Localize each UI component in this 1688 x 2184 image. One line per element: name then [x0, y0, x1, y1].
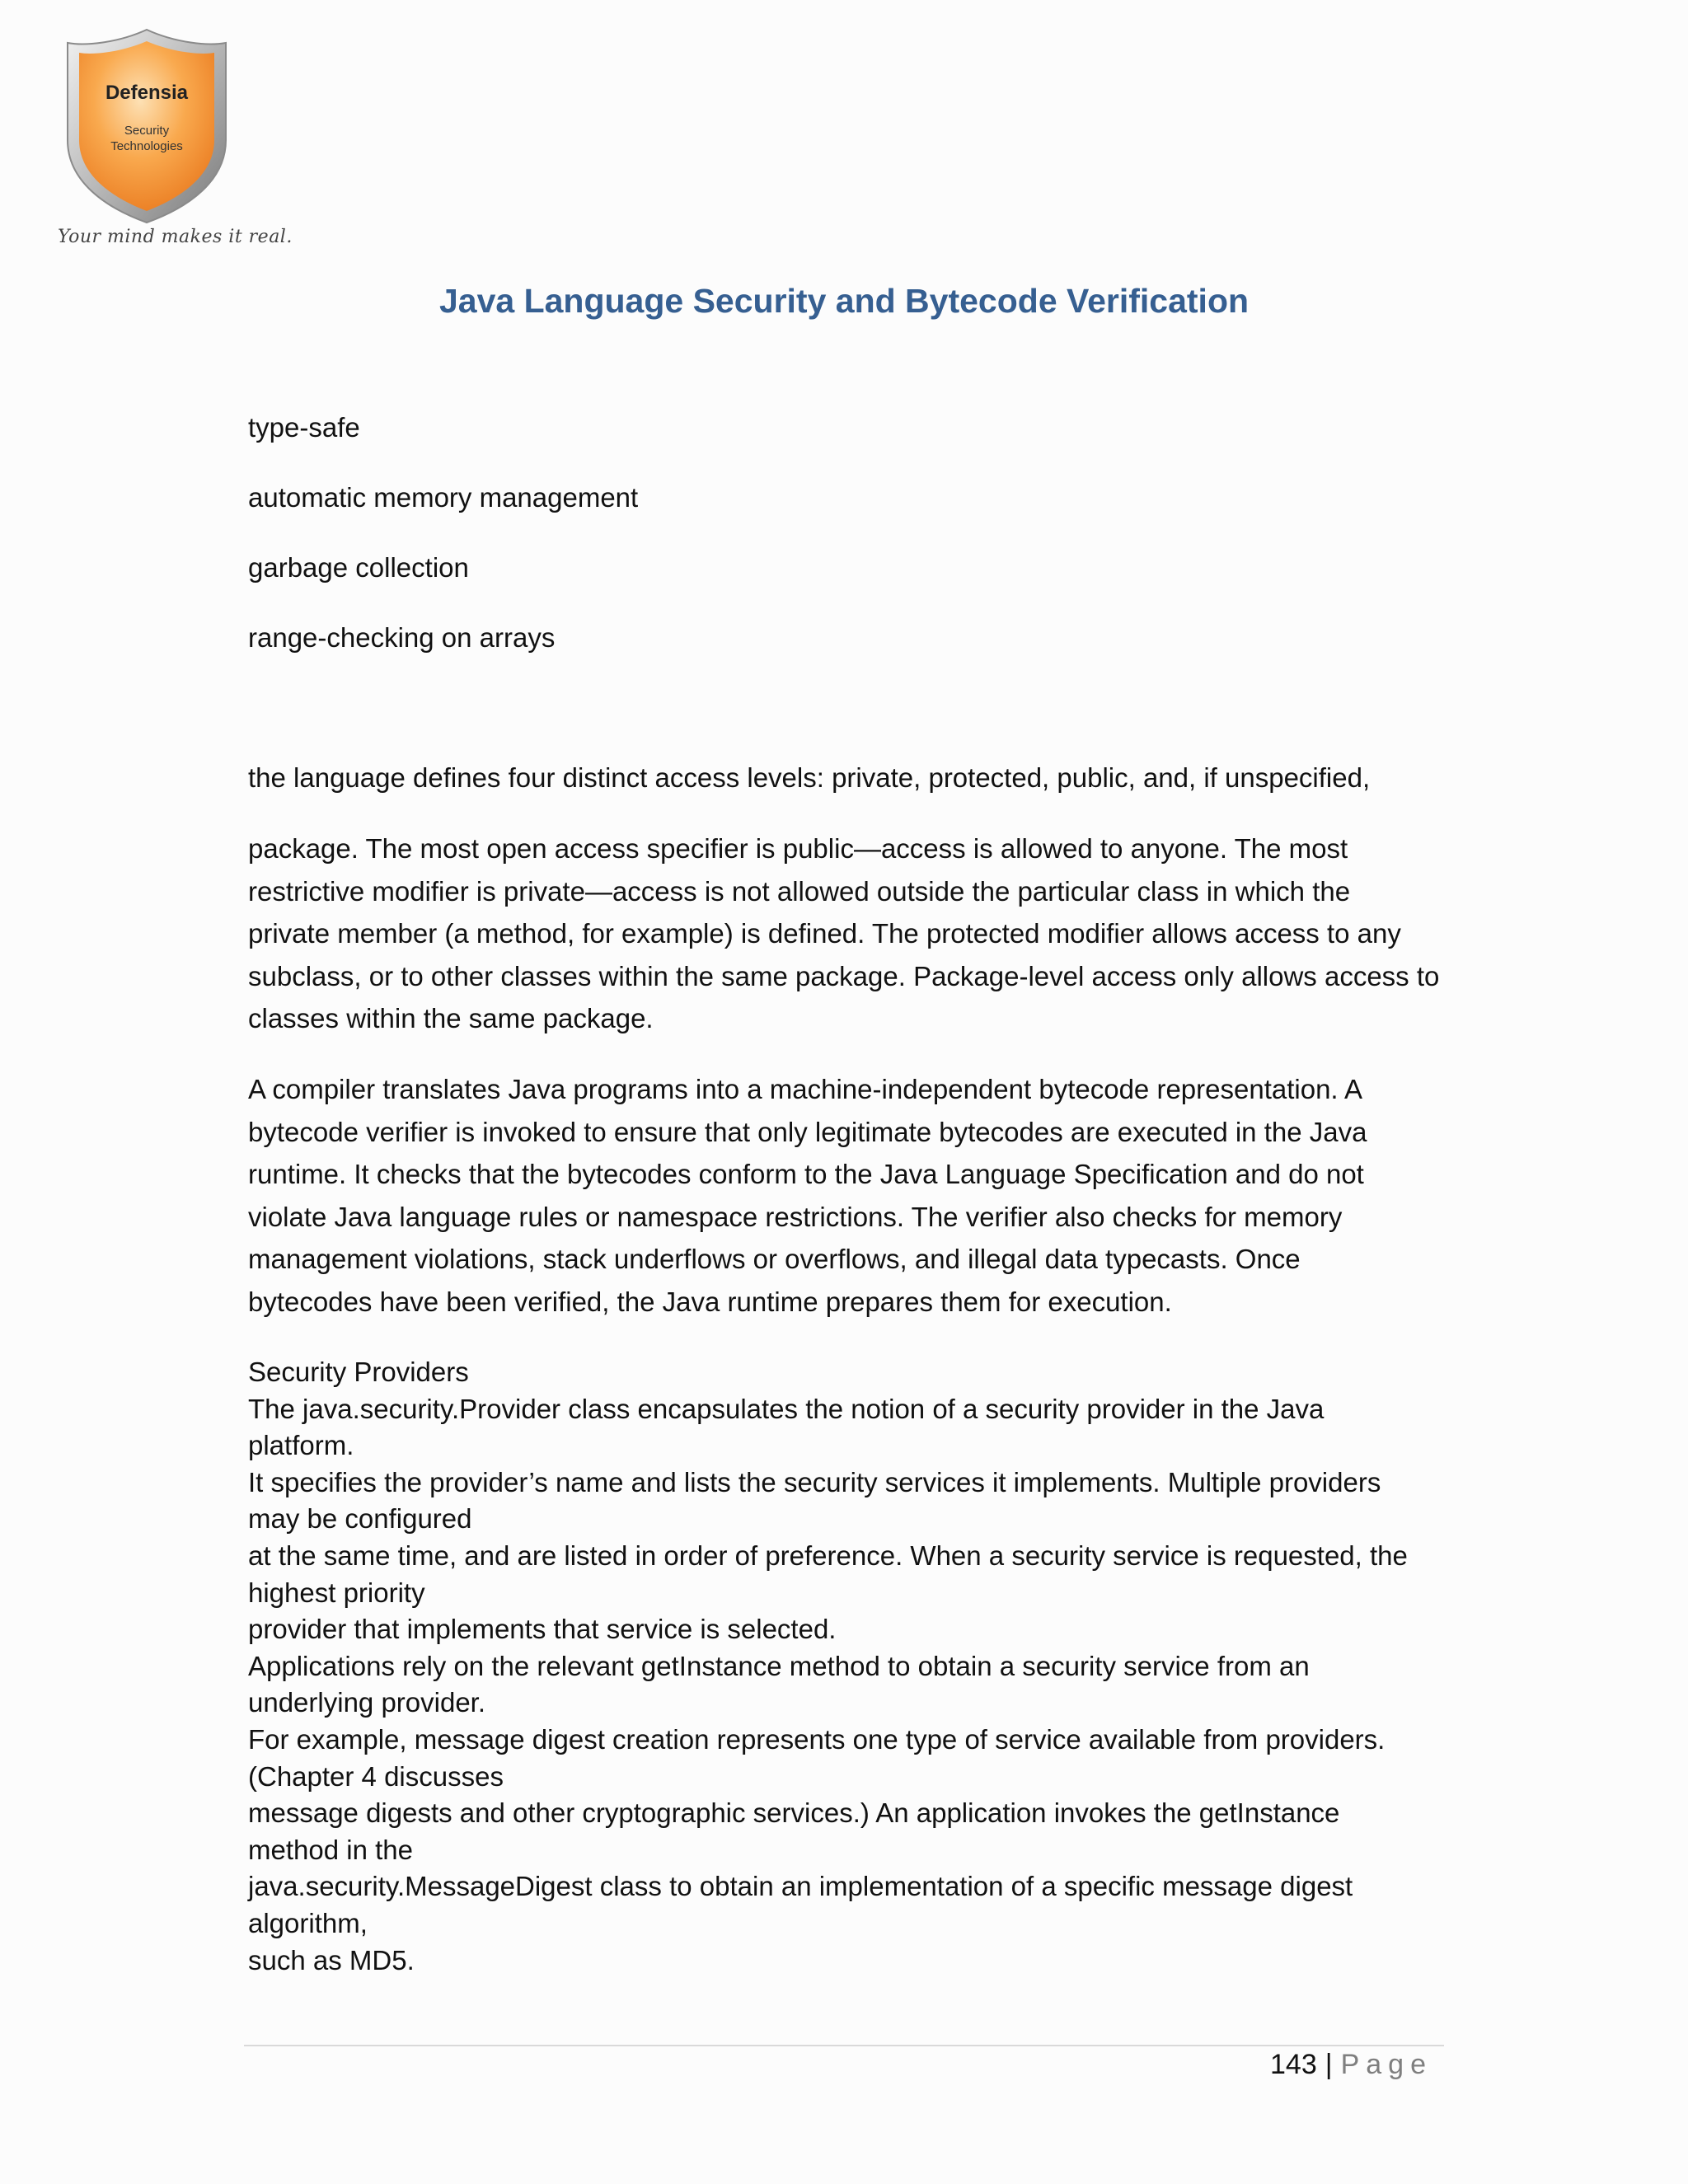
section-line: highest priority	[248, 1577, 425, 1608]
section-line: (Chapter 4 discusses	[248, 1760, 504, 1792]
page-label: Page	[1340, 2049, 1432, 2080]
footer-divider	[244, 2045, 1444, 2046]
paragraph-line: A compiler translates Java programs into a machine-independent bytecode representation. A	[248, 1074, 1362, 1104]
page-number: 143	[1270, 2049, 1317, 2080]
section-line: platform.	[248, 1430, 354, 1461]
paragraph-line: private member (a method, for example) is defined. The protected modifier allows access to any	[248, 918, 1401, 949]
section-line: such as MD5.	[248, 1944, 415, 1975]
page-title: Java Language Security and Bytecode Verification	[438, 282, 1250, 320]
defensia-logo	[56, 25, 293, 255]
security-providers-section	[248, 1354, 1451, 1979]
feature-item: automatic memory management	[248, 482, 639, 513]
feature-item: type-safe	[248, 412, 360, 443]
section-heading: Security Providers	[248, 1357, 469, 1387]
section-line: java.security.MessageDigest class to obtain an implementation of a specific message digest	[248, 1871, 1353, 1902]
access-intro: the language defines four distinct access levels: private, protected, public, and, if unspecified,	[248, 762, 1371, 793]
shield-icon	[56, 25, 237, 227]
section-line: may be configured	[248, 1503, 472, 1535]
page-footer	[1270, 2049, 1432, 2081]
footer-separator: |	[1325, 2049, 1333, 2080]
paragraph-line: runtime. It checks that the bytecodes conform to the Java Language Specification and do not	[248, 1159, 1364, 1189]
section-line: It specifies the provider’s name and lists the security services it implements. Multiple providers	[248, 1466, 1381, 1497]
section-line: underlying provider.	[248, 1687, 486, 1718]
section-line: message digests and other cryptographic services.) An application invokes the getInstance	[248, 1797, 1340, 1829]
compiler-paragraph	[248, 1068, 1451, 1323]
paragraph-line: restrictive modifier is private—access is not allowed outside the particular class in which the	[248, 875, 1351, 907]
section-line: method in the	[248, 1834, 413, 1865]
paragraph-line: management violations, stack underflows or overflows, and illegal data typecasts. Once	[248, 1244, 1301, 1274]
paragraph-line: subclass, or to other classes within the same package. Package-level access only allows access to	[248, 960, 1440, 991]
section-line: For example, message digest creation represents one type of service available from providers.	[248, 1723, 1386, 1755]
logo-line2: Technologies	[110, 139, 183, 153]
logo-tagline: Your mind makes it real.	[58, 227, 293, 247]
paragraph-line: bytecode verifier is invoked to ensure that only legitimate bytecodes are executed in the Java	[248, 1116, 1367, 1147]
section-line: The java.security.Provider class encapsulates the notion of a security provider in the Java	[248, 1393, 1325, 1424]
paragraph-line: classes within the same package.	[248, 1003, 654, 1033]
logo-name: Defensia	[105, 82, 189, 104]
paragraph-line: bytecodes have been verified, the Java runtime prepares them for execution.	[248, 1286, 1172, 1317]
section-line: provider that implements that service is selected.	[248, 1614, 837, 1645]
paragraph-line: violate Java language rules or namespace restrictions. The verifier also checks for memory	[248, 1201, 1343, 1232]
paragraph-line: package. The most open access specifier is public—access is allowed to anyone. The most	[248, 833, 1348, 864]
section-line: at the same time, and are listed in order of preference. When a security service is requested, the	[248, 1540, 1408, 1571]
access-paragraph	[248, 827, 1451, 1040]
feature-item: range-checking on arrays	[248, 622, 556, 653]
logo-line1: Security	[124, 124, 170, 138]
section-line: algorithm,	[248, 1907, 368, 1938]
feature-item: garbage collection	[248, 552, 469, 583]
section-line: Applications rely on the relevant getInstance method to obtain a security service from an	[248, 1650, 1310, 1681]
